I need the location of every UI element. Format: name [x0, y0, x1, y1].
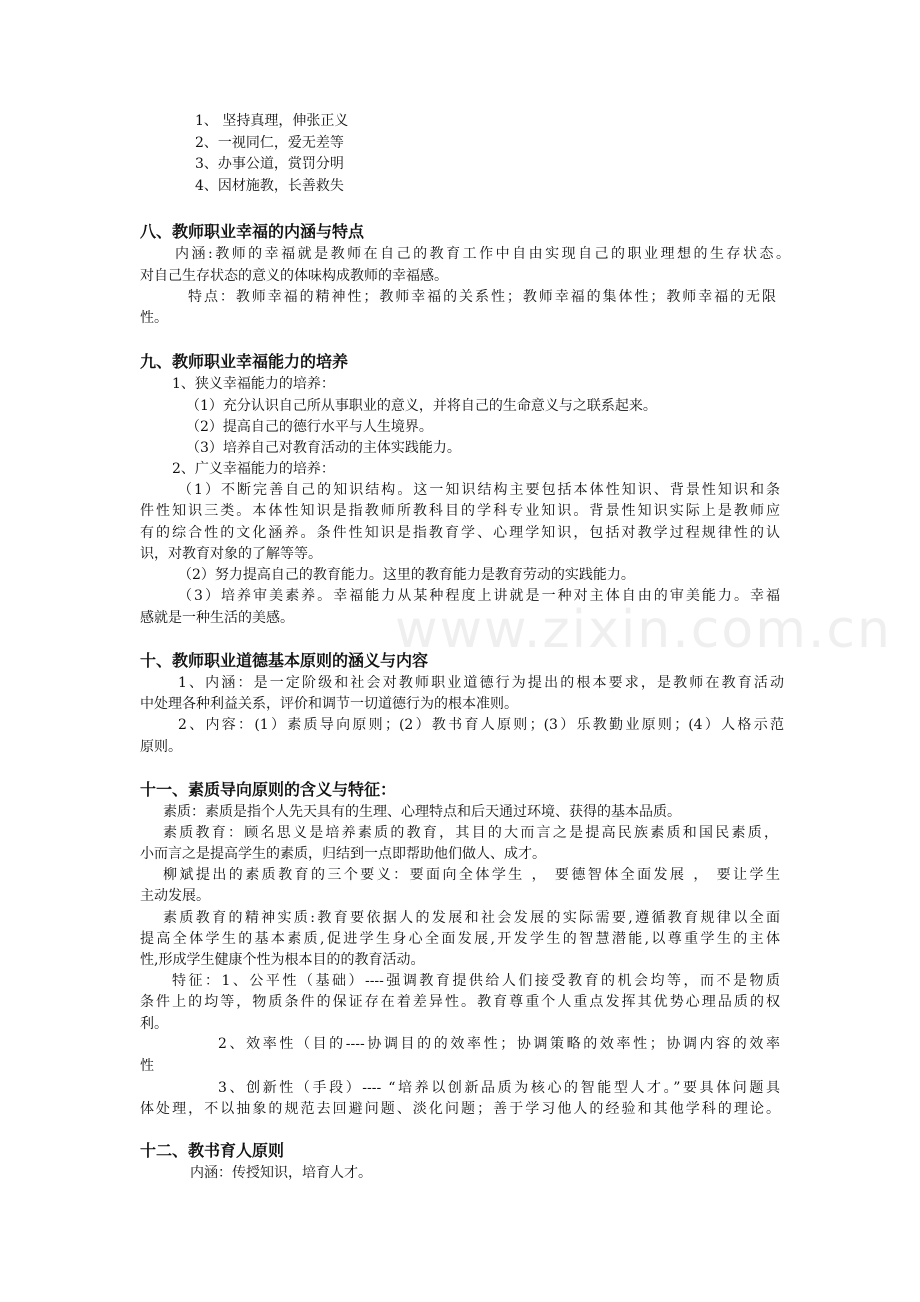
paragraph-line: 内涵：传授知识，培育人才。: [190, 1165, 372, 1181]
paragraph-line: 特点：教师幸福的精神性；教师幸福的关系性；教师幸福的集体性；教师幸福的无限: [188, 289, 776, 305]
paragraph-line: 条件上的均等，物质条件的保证存在着差异性。教育尊重个人重点发挥其优势心理品质的权: [140, 994, 780, 1010]
paragraph-line: 利。: [140, 1016, 168, 1032]
paragraph-line: 对自己生存状态的意义的体味构成教师的幸福感。: [140, 268, 448, 284]
paragraph-line: 有的综合性的文化涵养。条件性知识是指教育学、心理学知识，包括对教学过程规律性的认: [140, 525, 780, 541]
paragraph-line: 主动发展。: [140, 888, 210, 904]
paragraph-line: （1）不断完善自己的知识结构。这一知识结构主要包括本体性知识、背景性知识和条: [178, 482, 780, 498]
paragraph-line: 柳斌提出的素质教育的三个要义：要面向全体学生 ， 要德智体全面发展 ， 要让学生: [163, 867, 780, 883]
paragraph-line: （2）努力提高自己的教育能力。这里的教育能力是教育劳动的实践能力。: [178, 567, 635, 583]
paragraph-line: 特征：1、公平性（基础）----强调教育提供给人们接受教育的机会均等，而不是物质: [172, 973, 780, 989]
list-item: 1、 坚持真理，伸张正义: [195, 113, 349, 129]
paragraph-line: 素质教育：顾名思义是培养素质的教育，其目的大而言之是提高民族素质和国民素质，: [163, 825, 778, 841]
paragraph-line: 内涵:教师的幸福就是教师在自己的教育工作中自由实现自己的职业理想的生存状态。: [175, 246, 790, 262]
section-heading: 十一、素质导向原则的含义与特征：: [140, 780, 397, 799]
paragraph-line: 素质：素质是指个人先天具有的生理、心理特点和后天通过环境、获得的基本品质。: [163, 804, 681, 820]
paragraph-line: 感就是一种生活的美感。: [140, 610, 294, 626]
list-item: 2、一视同仁，爱无差等: [195, 135, 344, 151]
paragraph-line: 体处理，不以抽象的规范去回避问题、淡化问题；善于学习他人的经验和其他学科的理论。: [140, 1101, 780, 1117]
paragraph-line: 性: [140, 1058, 154, 1074]
paragraph-line: （2）提高自己的德行水平与人生境界。: [186, 419, 433, 435]
section-heading: 十二、教书育人原则: [140, 1141, 285, 1160]
paragraph-line: 2、效率性（目的----协调目的的效率性；协调策略的效率性；协调内容的效率: [218, 1036, 780, 1052]
paragraph-line: 性,形成学生健康个性为根本目的的教育活动。: [140, 952, 425, 968]
paragraph-line: 小而言之是提高学生的素质，归结到一点即帮助他们做人、成才。: [140, 846, 546, 862]
paragraph-line: 提高全体学生的基本素质,促进学生身心全面发展,开发学生的智慧潜能,以尊重学生的主体: [140, 931, 780, 947]
paragraph-line: 1、内涵：是一定阶级和社会对教师职业道德行为提出的根本要求，是教师在教育活动: [178, 675, 784, 691]
list-item: 4、因材施教，长善救失: [195, 178, 344, 194]
watermark: www.zixin.com.cn: [395, 600, 892, 660]
paragraph-line: 2、广义幸福能力的培养：: [172, 461, 335, 477]
list-item: 3、办事公道，赏罚分明: [195, 156, 344, 172]
section-heading: 九、教师职业幸福能力的培养: [140, 352, 349, 371]
paragraph-line: 素质教育的精神实质:教育要依据人的发展和社会发展的实际需要,遵循教育规律以全面: [163, 910, 780, 926]
paragraph-line: （3）培养审美素养。幸福能力从某种程度上讲就是一种对主体自由的审美能力。幸福: [178, 588, 780, 604]
paragraph-line: 1、狭义幸福能力的培养：: [172, 376, 335, 392]
paragraph-line: 原则。: [140, 739, 182, 755]
paragraph-line: 3、创新性（手段）---- “培养以创新品质为核心的智能型人才。”要具体问题具: [218, 1080, 780, 1096]
paragraph-line: 件性知识三类。本体性知识是指教师所教科目的学科专业知识。背景性知识实际上是教师应: [140, 503, 780, 519]
paragraph-line: 中处理各种利益关系，评价和调节一切道德行为的根本准则。: [140, 696, 518, 712]
paragraph-line: 2、内容：(1）素质导向原则；(2）教书育人原则；(3）乐教勤业原则；(4）人格示范: [178, 717, 784, 733]
paragraph-line: 性。: [140, 310, 168, 326]
paragraph-line: 识，对教育对象的了解等等。: [140, 546, 322, 562]
section-heading: 八、教师职业幸福的内涵与特点: [140, 222, 365, 241]
paragraph-line: （3）培养自己对教育活动的主体实践能力。: [186, 440, 461, 456]
paragraph-line: （1）充分认识自己所从事职业的意义，并将自己的生命意义与之联系起来。: [186, 398, 657, 414]
section-heading: 十、教师职业道德基本原则的涵义与内容: [140, 651, 429, 670]
